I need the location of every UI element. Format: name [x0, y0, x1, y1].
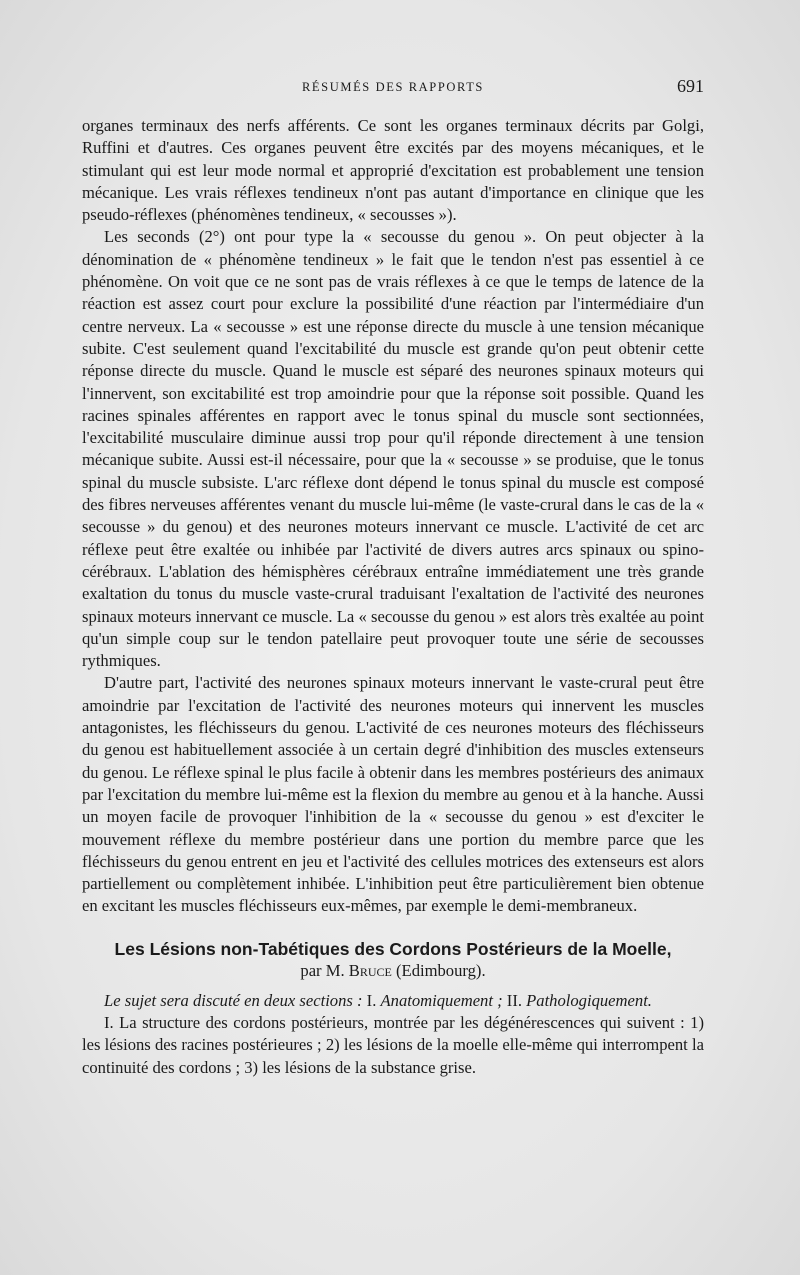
author-affiliation: (Edimbourg).	[396, 960, 486, 980]
section-paragraph: I. La structure des cordons postérieurs, montrée par les dégénérescences qui suivent : 1) les lésions des racines postérieures ; 2) les lésions de la moelle elle-même qui interrompent la continuité des cordons ; 3) les lésions de la substance grise.	[82, 1012, 704, 1077]
section-author	[82, 960, 704, 982]
paragraph-continuation: organes terminaux des nerfs afférents. Ce sont les organes terminaux décrits par Golgi, Ruffini et d'autres. Ces organes peuvent être excités par des moyens mécaniques, et le stimulant qui est leur mode normal et approprié d'excitation est probablement une tension mécanique. Les vrais réflexes tendineux n'ont pas autant d'importance en clinique que les pseudo-réflexes (phénomènes tendineux, « secousses »).	[82, 116, 704, 225]
intro-plain-2: II.	[502, 990, 527, 1010]
section-title: Les Lésions non-Tabétiques des Cordons Postérieurs de la Moelle,	[114, 938, 672, 959]
paragraph-knee-jerk: Les seconds (2°) ont pour type la « secousse du genou ». On peut objecter à la dénomination de « phénomène tendineux » le fait que le tendon n'est pas essentiel à ce phénomène. On voit que ce ne sont pas de vrais réflexes à ce que le temps de latence de la réaction est assez court pour exclure la possibilité d'une réaction par l'intermédiaire d'un centre nerveux. La « secousse » est une réponse directe du muscle à une tension mécanique subite. C'est seulement quand l'excitabilité du muscle est grande qu'on peut obtenir cette réponse directe du muscle. Quand le muscle est séparé des neurones spinaux moteurs qui l'innervent, son excitabilité est trop amoindrie pour que la réponse soit possible. Quand les racines spinales afférentes en rapport avec le tonus spinal du muscle sont sectionnées, l'excitabilité musculaire diminue aussi trop pour qu'il réponde directement à une tension mécanique subite. Aussi est-il nécessaire, pour que la « secousse » se produise, que le tonus spinal du muscle subsiste. L'arc réflexe dont dépend le tonus spinal du muscle est composé des fibres nerveuses afférentes venant du muscle lui-même (le vaste-crural dans le cas de la « secousse » du genou) et des neurones moteurs innervant ce muscle. L'activité de cet arc réflexe peut être exaltée ou inhibée par l'activité de divers autres arcs spinaux ou spino-cérébraux. L'ablation des hémisphères cérébraux entraîne immédiatement une très grande exaltation du tonus du muscle vaste-crural traduisant l'exaltation de l'activité des neurones spinaux moteurs innervant ce muscle. La « secousse du genou » est alors très exaltée au point qu'un simple coup sur le tendon patellaire peut provoquer toute une série de secousses rythmiques.	[82, 227, 704, 671]
intro-italic-3: Pathologiquement.	[526, 990, 652, 1010]
page-header	[82, 76, 704, 100]
running-head: RÉSUMÉS DES RAPPORTS	[302, 80, 484, 94]
author-name: Bruce	[348, 960, 392, 980]
page-number: 691	[677, 76, 704, 96]
page-body	[82, 115, 704, 1079]
intro-plain-1: I.	[362, 990, 381, 1010]
paragraph-inhibition: D'autre part, l'activité des neurones spinaux moteurs innervant le vaste-crural peut être amoindrie par l'excitation de l'activité des neurones moteurs qui innervent les muscles antagonistes, les fléchisseurs du genou. L'activité de ces neurones moteurs des fléchisseurs du genou est habituellement associée à un certain degré d'inhibition des muscles extenseurs du genou. Le réflexe spinal le plus facile à obtenir dans les membres postérieurs des animaux par l'excitation du membre lui-même est la flexion du membre au genou et à la hanche. Aussi un moyen facile de provoquer l'inhibition de la « secousse du genou » est d'exciter le mouvement réflexe du membre postérieur dans une portion du membre parce que les fléchisseurs du genou entrent en jeu et l'activité des cellules motrices des extenseurs est alors partiellement ou complètement inhibée. L'inhibition peut être particulièrement bien obtenue en excitant les muscles fléchisseurs eux-mêmes, par exemple le demi-membraneux.	[82, 673, 704, 916]
intro-italic-2: Anatomiquement ;	[380, 990, 503, 1010]
section-intro	[82, 990, 704, 1012]
intro-italic-1: Le sujet sera discuté en deux sections :	[104, 990, 363, 1010]
author-prefix: par M.	[300, 960, 345, 980]
